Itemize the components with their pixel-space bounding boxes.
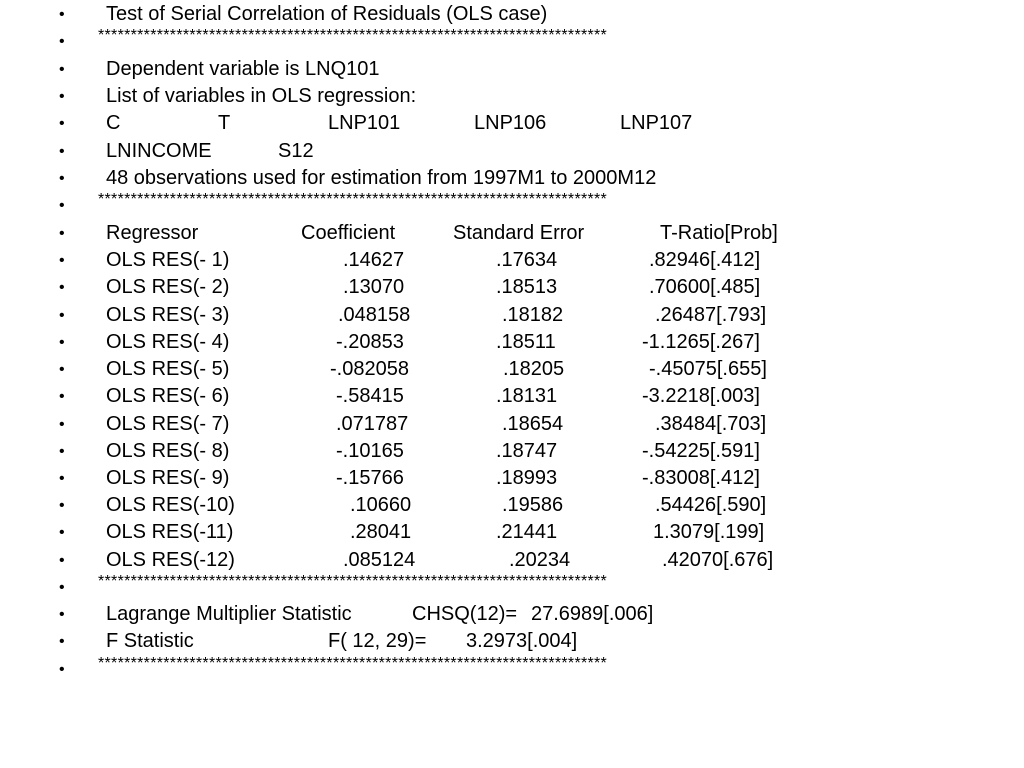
standard-error-cell: .19586 — [502, 494, 564, 516]
column-header-coefficient: Coefficient — [301, 222, 396, 244]
standard-error-cell: .18654 — [502, 413, 564, 435]
separator-stars: ****************************************************************************** — [98, 27, 608, 44]
regressor-cell: OLS RES(- 5) — [106, 358, 230, 380]
t-ratio-cell: -3.2218[.003] — [642, 385, 760, 407]
bullet: • — [59, 661, 65, 678]
lm-statistic-test: CHSQ(12)= — [412, 603, 518, 625]
coefficient-cell: -.20853 — [336, 331, 404, 353]
separator-stars: ****************************************************************************** — [98, 655, 608, 672]
coefficient-cell: -.10165 — [336, 440, 404, 462]
t-ratio-cell: -.45075[.655] — [649, 358, 767, 380]
f-statistic-test: F( 12, 29)= — [328, 630, 427, 652]
standard-error-cell: .18131 — [496, 385, 558, 407]
t-ratio-cell: .42070[.676] — [662, 549, 774, 571]
standard-error-cell: .20234 — [509, 549, 571, 571]
variable-name: S12 — [278, 140, 314, 162]
bullet: • — [59, 33, 65, 50]
bullet: • — [59, 524, 65, 541]
regressor-cell: OLS RES(- 9) — [106, 467, 230, 489]
f-statistic-value: 3.2973[.004] — [466, 630, 578, 652]
bullet: • — [59, 633, 65, 650]
coefficient-cell: .10660 — [350, 494, 412, 516]
regressor-cell: OLS RES(- 7) — [106, 413, 230, 435]
separator-stars: ****************************************************************************** — [98, 191, 608, 208]
variable-name: LNP107 — [620, 112, 693, 134]
regressor-cell: OLS RES(- 4) — [106, 331, 230, 353]
bullet: • — [59, 143, 65, 160]
table-row — [0, 356, 1024, 383]
lm-statistic-line — [0, 601, 1024, 628]
bullet: • — [59, 579, 65, 596]
t-ratio-cell: -.83008[.412] — [642, 467, 760, 489]
t-ratio-cell: .82946[.412] — [649, 249, 761, 271]
coefficient-cell: .14627 — [343, 249, 405, 271]
observations-text: 48 observations used for estimation from 1997M1 to 2000M12 — [106, 167, 657, 189]
t-ratio-cell: -1.1265[.267] — [642, 331, 760, 353]
table-row — [0, 438, 1024, 465]
bullet: • — [59, 334, 65, 351]
separator-line — [0, 574, 1024, 601]
variable-name: LNP106 — [474, 112, 547, 134]
bullet: • — [59, 552, 65, 569]
coefficient-cell: .28041 — [350, 521, 412, 543]
bullet: • — [59, 88, 65, 105]
column-header-regressor: Regressor — [106, 222, 199, 244]
table-row — [0, 492, 1024, 519]
regressor-cell: OLS RES(- 6) — [106, 385, 230, 407]
bullet: • — [59, 252, 65, 269]
bullet: • — [59, 416, 65, 433]
bullet: • — [59, 307, 65, 324]
table-row — [0, 247, 1024, 274]
table-row — [0, 383, 1024, 410]
coefficient-cell: -.082058 — [330, 358, 409, 380]
lm-statistic-value: 27.6989[.006] — [531, 603, 654, 625]
coefficient-cell: .048158 — [338, 304, 411, 326]
standard-error-cell: .18205 — [503, 358, 565, 380]
variable-name: C — [106, 112, 121, 134]
regressor-cell: OLS RES(-11) — [106, 521, 234, 543]
bullet: • — [59, 470, 65, 487]
standard-error-cell: .18182 — [502, 304, 564, 326]
bullet: • — [59, 361, 65, 378]
regressor-cell: OLS RES(- 2) — [106, 276, 230, 298]
table-row — [0, 411, 1024, 438]
bullet: • — [59, 61, 65, 78]
bullet: • — [59, 225, 65, 242]
bullet: • — [59, 170, 65, 187]
table-row — [0, 274, 1024, 301]
dependent-variable-line — [0, 56, 1024, 83]
lm-statistic-label: Lagrange Multiplier Statistic — [106, 603, 352, 625]
bullet: • — [59, 443, 65, 460]
regressor-cell: OLS RES(- 1) — [106, 249, 230, 271]
variable-name: LNINCOME — [106, 140, 212, 162]
standard-error-cell: .18513 — [496, 276, 558, 298]
coefficient-cell: .13070 — [343, 276, 405, 298]
separator-line — [0, 656, 1024, 683]
table-row — [0, 465, 1024, 492]
bullet: • — [59, 606, 65, 623]
standard-error-cell: .21441 — [496, 521, 558, 543]
separator-line — [0, 28, 1024, 55]
t-ratio-cell: -.54225[.591] — [642, 440, 760, 462]
bullet: • — [59, 6, 65, 23]
bullet: • — [59, 197, 65, 214]
variable-name: T — [218, 112, 231, 134]
variables-row — [0, 110, 1024, 137]
separator-line — [0, 192, 1024, 219]
variables-row — [0, 138, 1024, 165]
bullet: • — [59, 115, 65, 132]
t-ratio-cell: 1.3079[.199] — [653, 521, 765, 543]
t-ratio-cell: .38484[.703] — [655, 413, 767, 435]
bullet: • — [59, 497, 65, 514]
title-text: Test of Serial Correlation of Residuals (OLS case) — [106, 3, 548, 25]
table-row — [0, 302, 1024, 329]
regressor-cell: OLS RES(- 3) — [106, 304, 230, 326]
regressor-cell: OLS RES(-10) — [106, 494, 235, 516]
standard-error-cell: .17634 — [496, 249, 558, 271]
separator-stars: ****************************************************************************** — [98, 573, 608, 590]
dependent-variable-text: Dependent variable is LNQ101 — [106, 58, 380, 80]
column-header-t-ratio: T-Ratio[Prob] — [660, 222, 778, 244]
regressor-cell: OLS RES(- 8) — [106, 440, 230, 462]
table-row — [0, 519, 1024, 546]
t-ratio-cell: .26487[.793] — [655, 304, 767, 326]
coefficient-cell: -.58415 — [336, 385, 404, 407]
standard-error-cell: .18993 — [496, 467, 558, 489]
coefficient-cell: .071787 — [336, 413, 409, 435]
variable-list-heading: List of variables in OLS regression: — [106, 85, 417, 107]
bullet: • — [59, 279, 65, 296]
variable-list-heading-line — [0, 83, 1024, 110]
t-ratio-cell: .54426[.590] — [655, 494, 767, 516]
t-ratio-cell: .70600[.485] — [649, 276, 761, 298]
standard-error-cell: .18511 — [496, 331, 556, 353]
variable-name: LNP101 — [328, 112, 401, 134]
bullet: • — [59, 388, 65, 405]
f-statistic-label: F Statistic — [106, 630, 194, 652]
regressor-cell: OLS RES(-12) — [106, 549, 235, 571]
standard-error-cell: .18747 — [496, 440, 558, 462]
coefficient-cell: .085124 — [343, 549, 416, 571]
table-row — [0, 329, 1024, 356]
table-header-row — [0, 220, 1024, 247]
column-header-standard-error: Standard Error — [453, 222, 585, 244]
coefficient-cell: -.15766 — [336, 467, 404, 489]
